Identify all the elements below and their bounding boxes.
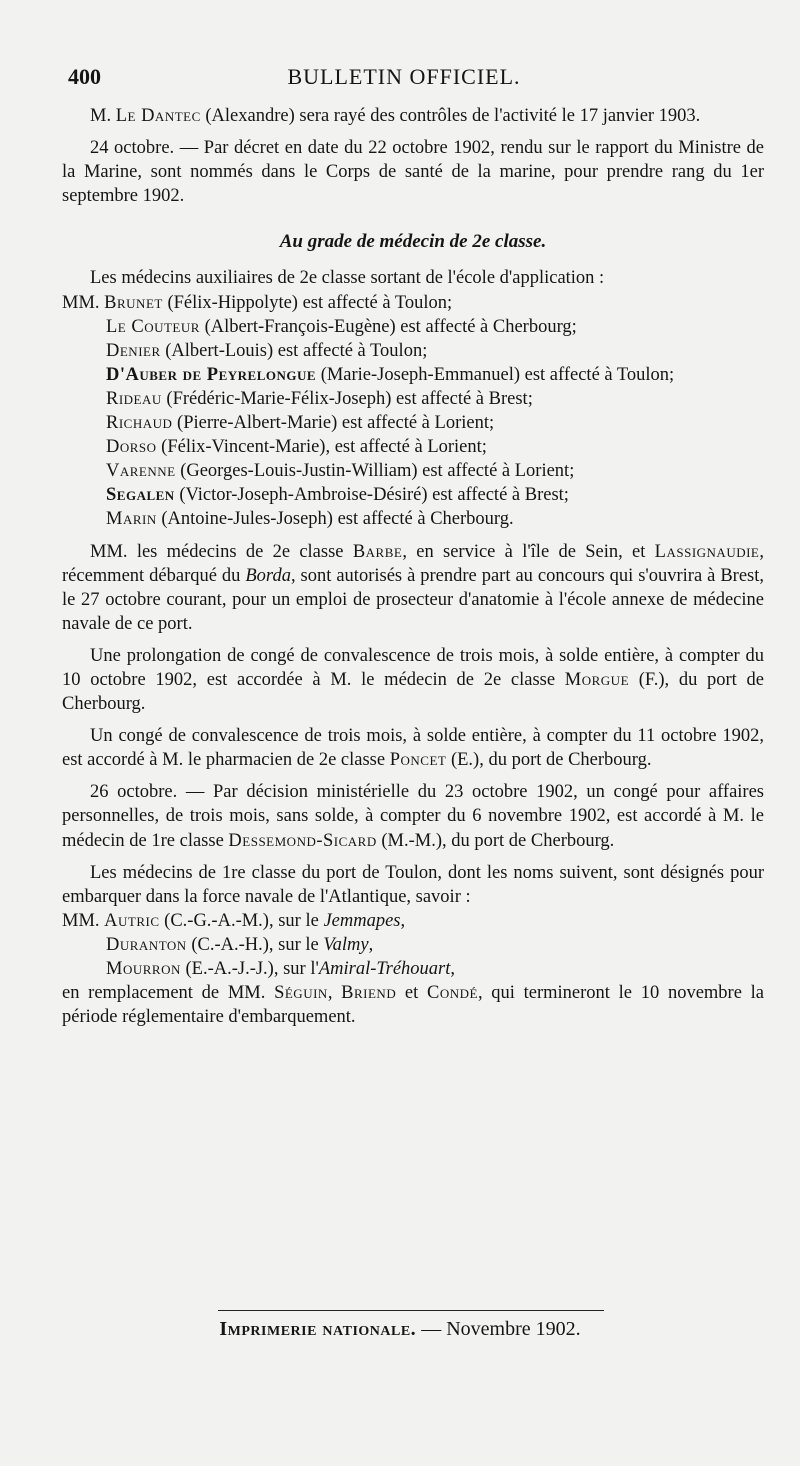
- running-title: BULLETIN OFFICIEL.: [287, 64, 521, 89]
- person-name: Denier: [106, 340, 161, 361]
- person-name: Marin: [106, 509, 157, 530]
- section-heading: Au grade de médecin de 2e classe.: [279, 231, 547, 253]
- text: et: [396, 983, 427, 1004]
- text: (M.-M.), du port de Cherbourg.: [376, 830, 615, 851]
- person-name: Autric: [104, 910, 160, 931]
- list-item: [62, 387, 764, 411]
- imprint-date: — Novembre 1902.: [416, 1318, 581, 1340]
- text: (Marie-Joseph-Emmanuel) est affecté à Toulon;: [316, 364, 675, 385]
- text: (Frédéric-Marie-Félix-Joseph) est affecté à Brest;: [161, 388, 533, 409]
- person-name: Le Dantec: [115, 106, 201, 126]
- person-name: Séguin: [274, 983, 328, 1004]
- person-name: Dorso: [106, 437, 157, 458]
- text: (Albert-Louis) est affecté à Toulon;: [160, 340, 428, 361]
- text: Un congé de convalescence de trois mois, à solde entière, à compter du 11 octobre 1902, est accordé à M. le pharmacien de 2e classe: [62, 726, 764, 771]
- text: (Albert-François-Eugène) est affecté à Cherbourg;: [199, 316, 577, 337]
- person-name: Lassignaudie: [654, 541, 760, 562]
- person-name: Condé: [427, 983, 478, 1004]
- text: (Félix-Hippolyte) est affecté à Toulon;: [162, 292, 453, 313]
- page-number: 400: [68, 64, 101, 89]
- person-name: Dessemond-Sicard: [228, 830, 377, 851]
- footer-rule: [218, 1310, 604, 1311]
- page-footer: [0, 1318, 800, 1341]
- ship-name: Borda: [245, 565, 291, 586]
- person-name: Segalen: [106, 485, 175, 506]
- paragraph-decree-24-october: 24 octobre. — Par décret en date du 22 octobre 1902, rendu sur le rapport du Ministre de la Marine, sont nommés dans le Corps de santé de la marine, pour prendre rang du 1er septembre 1902.: [62, 138, 764, 207]
- text: (Victor-Joseph-Ambroise-Désiré) est affecté à Brest;: [174, 485, 569, 506]
- person-name: Barbe: [352, 541, 403, 562]
- person-name: Varenne: [106, 461, 176, 482]
- person-name: D'Auber de Peyrelongue: [106, 364, 317, 385]
- paragraph-le-dantec: [62, 104, 764, 128]
- person-name: Mourron: [106, 959, 181, 979]
- list-item: [62, 363, 764, 387]
- paragraph-concours: [62, 540, 764, 636]
- text: , en service à l'île de Sein, et: [402, 541, 655, 562]
- text: en remplacement de MM.: [62, 983, 275, 1004]
- list-item: [62, 459, 764, 483]
- list-item: [62, 507, 764, 531]
- text: ,: [327, 983, 342, 1004]
- embarkation-list: [62, 909, 764, 981]
- text: MM.: [62, 910, 105, 931]
- paragraph-conge-pharmacien: [62, 724, 764, 772]
- text: (Antoine-Jules-Joseph) est affecté à Cherbourg.: [156, 509, 514, 530]
- text: MM. les médecins de 2e classe: [90, 541, 353, 562]
- list-item: [62, 291, 764, 315]
- person-name: Morgue: [564, 669, 630, 690]
- page-header: [68, 64, 740, 94]
- person-name: Brunet: [104, 292, 163, 313]
- text: ,: [368, 934, 374, 955]
- text: M.: [90, 106, 116, 126]
- text: (Pierre-Albert-Marie) est affecté à Lorient;: [172, 413, 495, 434]
- paragraph-toulon-doctors: Les médecins de 1re classe du port de Toulon, dont les noms suivent, sont désignés pour embarquer dans la force navale de l'Atlantique, savoir :: [62, 862, 764, 907]
- text: , qui termineront le 10 novembre la période réglementaire d'embarquement.: [62, 983, 764, 1028]
- list-item: [62, 957, 764, 981]
- paragraph-replacement: [62, 981, 764, 1029]
- text: (Alexandre) sera rayé des contrôles de l'activité le 17 janvier 1903.: [200, 106, 701, 126]
- person-name: Duranton: [106, 934, 187, 955]
- text: Une prolongation de congé de convalescence de trois mois, à solde entière, à compter du 10 octobre 1902, est accordée à M. le médecin de 2e classe: [62, 645, 764, 690]
- appointments-list: [62, 291, 764, 532]
- text: , sont autorisés à prendre part au concours qui s'ouvrira à Brest, le 27 octobre courant, pour un emploi de prosecteur d'anatomie à l'école annexe de médecine navale de ce port.: [62, 565, 764, 634]
- ship-name: Jemmapes: [323, 910, 401, 931]
- person-name: Rideau: [106, 388, 162, 409]
- list-item: [62, 339, 764, 363]
- text: 26 octobre. — Par décision ministérielle du 23 octobre 1902, un congé pour affaires personnelles, de trois mois, sans solde, à compter du 6 novembre 1902, est accordé à M. le médecin de 1re classe: [62, 782, 764, 851]
- list-item: [62, 411, 764, 435]
- text: MM.: [62, 292, 105, 313]
- list-item: [62, 933, 764, 957]
- text: (C.-A.-H.), sur le: [186, 934, 324, 955]
- list-item: [62, 435, 764, 459]
- text: ,: [400, 910, 406, 931]
- list-item: [62, 483, 764, 507]
- ship-name: Valmy: [323, 934, 369, 955]
- person-name: Le Couteur: [106, 316, 200, 337]
- text: (E.-A.-J.-J.), sur l': [180, 959, 319, 979]
- paragraph-prolongation-conge: [62, 644, 764, 716]
- paragraph-decision-26-october: [62, 780, 764, 852]
- ship-name: Amiral-Tréhouart: [318, 959, 451, 979]
- text: (Georges-Louis-Justin-William) est affecté à Lorient;: [175, 461, 575, 482]
- list-item: [62, 315, 764, 339]
- person-name: Briend: [341, 983, 397, 1004]
- text: ,: [450, 959, 456, 979]
- text: (F.), du port de Cherbourg.: [62, 669, 764, 715]
- text: (C.-G.-A.-M.), sur le: [159, 910, 324, 931]
- person-name: Poncet: [389, 750, 447, 771]
- paragraph-auxiliary-doctors: Les médecins auxiliaires de 2e classe sortant de l'école d'application :: [90, 268, 605, 289]
- list-item: [62, 909, 764, 933]
- page-body: [62, 104, 764, 1029]
- text: , récemment débarqué du: [62, 541, 764, 586]
- text: (Félix-Vincent-Marie), est affecté à Lorient;: [156, 437, 487, 458]
- person-name: Richaud: [106, 413, 173, 434]
- imprint-label: Imprimerie nationale.: [219, 1318, 417, 1340]
- text: (E.), du port de Cherbourg.: [446, 750, 652, 771]
